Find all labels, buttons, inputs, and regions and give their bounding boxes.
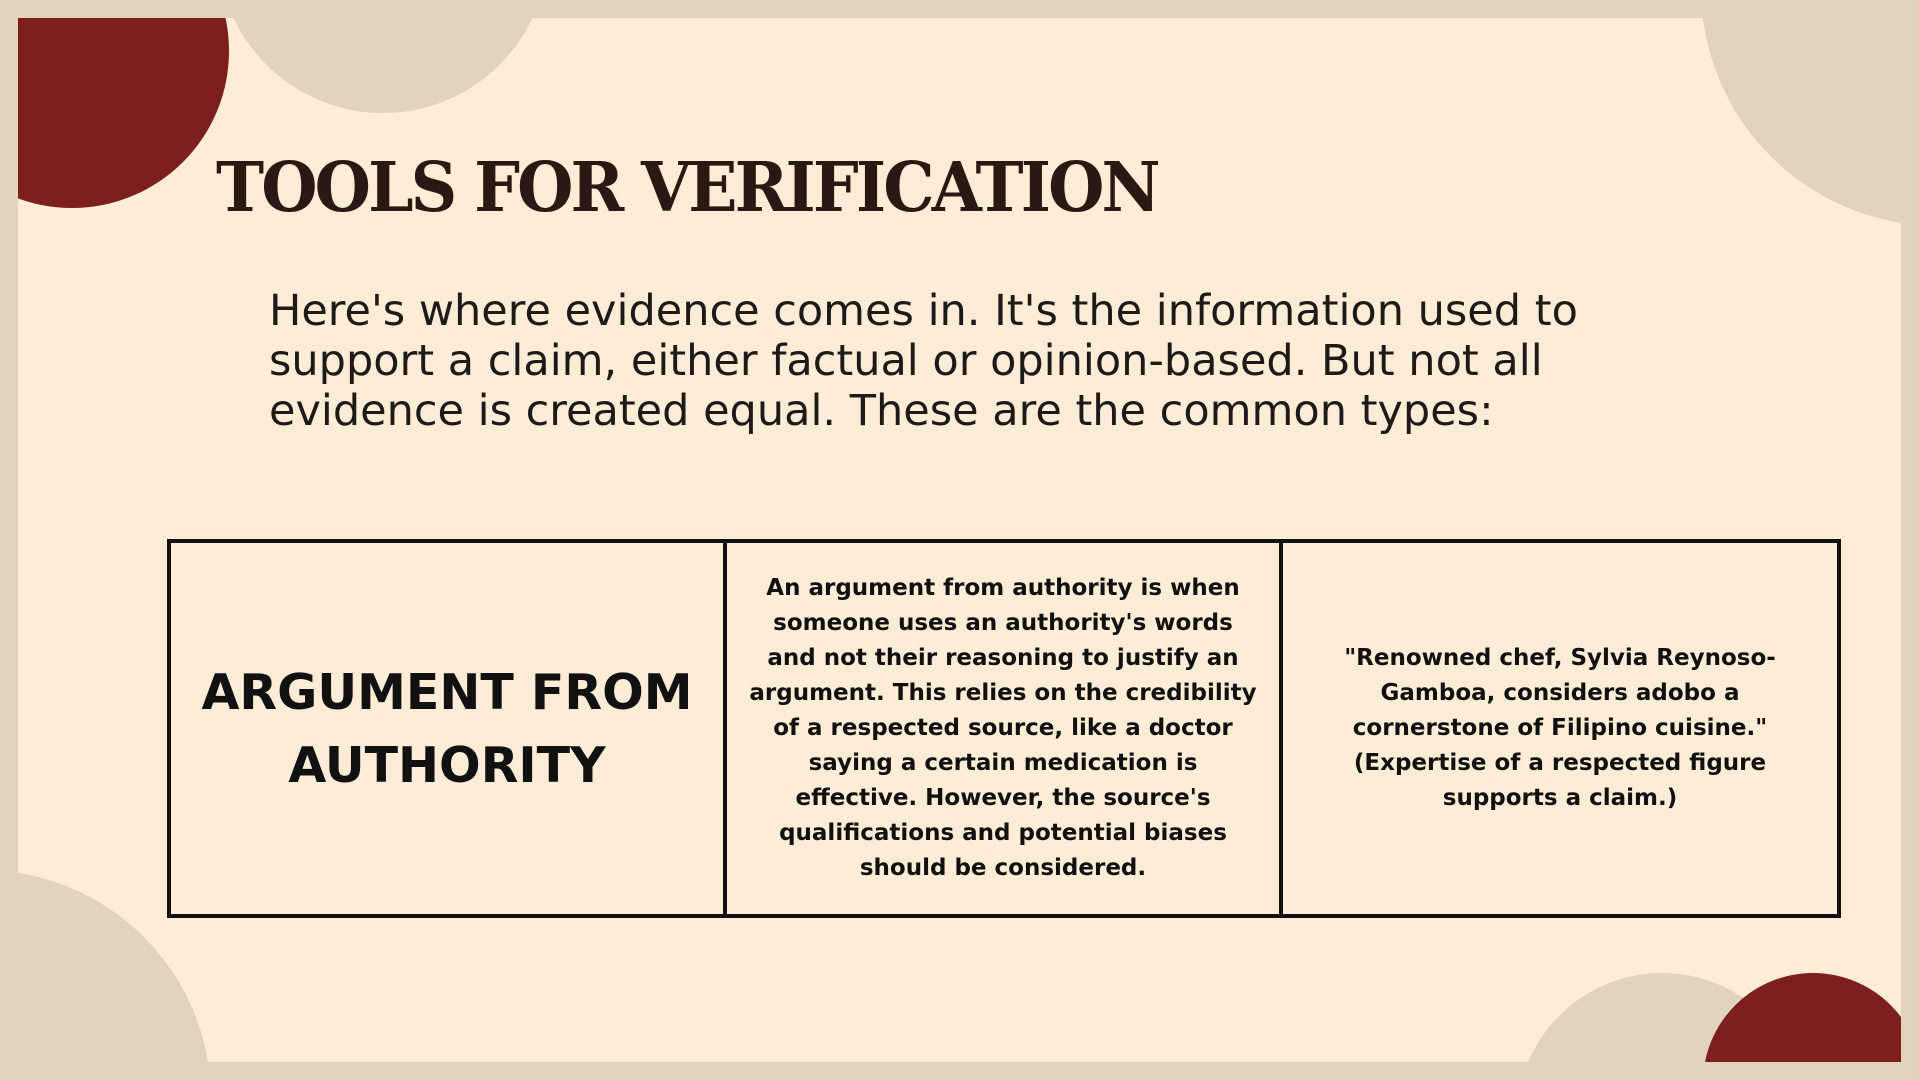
decorative-circle-beige-top-right — [1701, 18, 1901, 226]
decorative-circle-beige-top-left — [218, 18, 548, 113]
evidence-definition-cell: An argument from authority is when someone uses an authority's words and not their reasoning to justify an argument. This relies on the credibility of a respected source, like a doctor saying a certain medication is effective. However, the source's qualifications and potential biases should be considered. — [727, 543, 1283, 914]
decorative-circle-red-bottom-right — [1703, 973, 1901, 1062]
evidence-type-cell: ARGUMENT FROM AUTHORITY — [171, 543, 727, 914]
evidence-table — [167, 539, 1841, 918]
decorative-circle-red-top-left — [18, 18, 229, 208]
intro-paragraph: Here's where evidence comes in. It's the information used to support a claim, either factual or opinion-based. But not all evidence is created equal. These are the common types: — [269, 286, 1578, 436]
slide-title: TOOLS FOR VERIFICATION — [216, 148, 1158, 228]
evidence-example-cell: "Renowned chef, Sylvia Reynoso-Gamboa, considers adobo a cornerstone of Filipino cuisine." (Expertise of a respected figure supports a claim.) — [1344, 645, 1776, 811]
slide — [18, 18, 1901, 1062]
